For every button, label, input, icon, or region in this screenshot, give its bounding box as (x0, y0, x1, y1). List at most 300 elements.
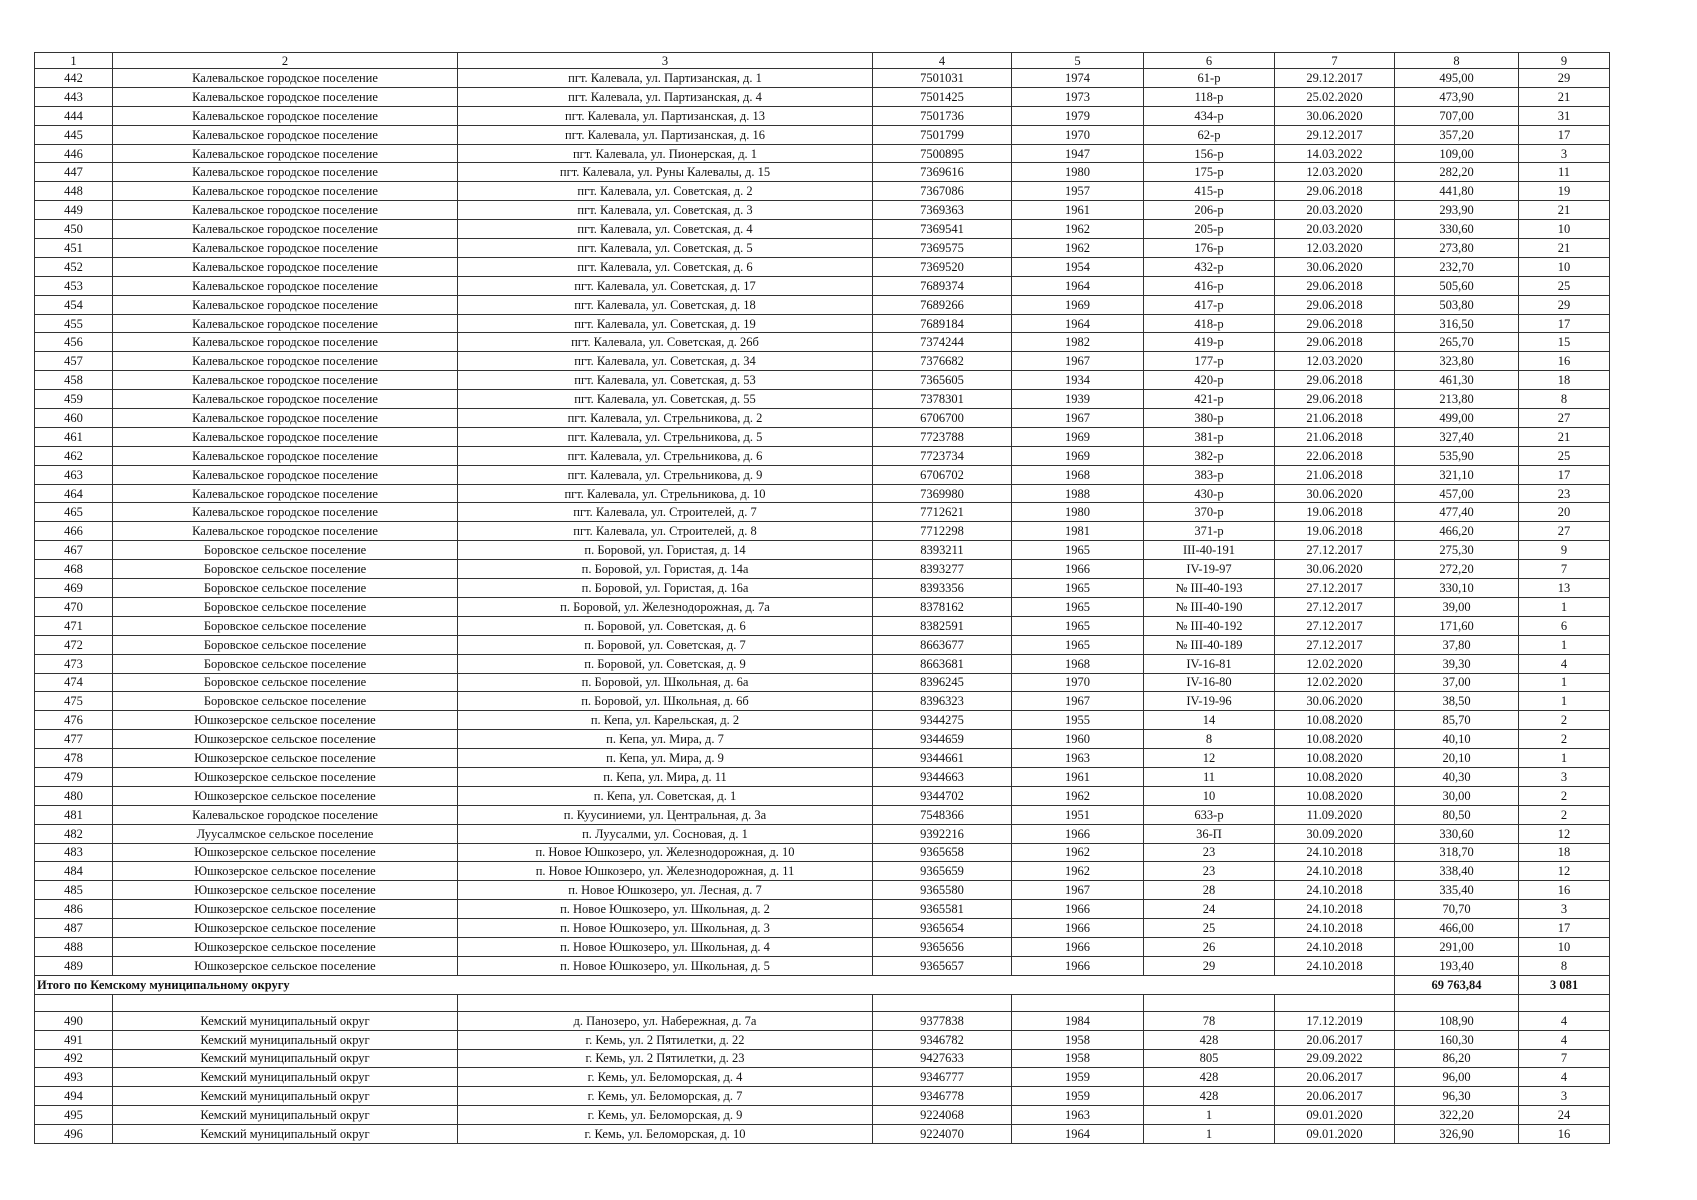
col-year: 1963 (1012, 1106, 1144, 1125)
col-settlement: Юшкозерское сельское поселение (113, 843, 458, 862)
col-area: 477,40 (1395, 503, 1519, 522)
col-area: 327,40 (1395, 427, 1519, 446)
col-date: 10.08.2020 (1275, 730, 1395, 749)
col-settlement: Кемский муниципальный округ (113, 1011, 458, 1030)
col-number: 468 (35, 560, 113, 579)
col-date: 29.06.2018 (1275, 333, 1395, 352)
col-residents: 27 (1519, 522, 1610, 541)
col-year: 1939 (1012, 390, 1144, 409)
col-doc-number: 78 (1144, 1011, 1275, 1030)
col-year: 1959 (1012, 1087, 1144, 1106)
table-row (35, 673, 1610, 692)
col-code: 7723734 (873, 446, 1012, 465)
col-residents: 2 (1519, 711, 1610, 730)
col-area: 503,80 (1395, 295, 1519, 314)
col-code: 7369541 (873, 220, 1012, 239)
col-code: 9365658 (873, 843, 1012, 862)
col-settlement: Калевальское городское поселение (113, 182, 458, 201)
table-row (35, 295, 1610, 314)
col-settlement: Калевальское городское поселение (113, 446, 458, 465)
column-number-4: 4 (873, 53, 1012, 69)
col-number: 494 (35, 1087, 113, 1106)
col-code: 9377838 (873, 1011, 1012, 1030)
table-row (35, 1011, 1610, 1030)
col-residents: 25 (1519, 276, 1610, 295)
col-area: 707,00 (1395, 106, 1519, 125)
col-doc-number: 36-П (1144, 824, 1275, 843)
col-doc-number: 62-р (1144, 125, 1275, 144)
col-date: 20.06.2017 (1275, 1087, 1395, 1106)
col-residents: 10 (1519, 220, 1610, 239)
col-doc-number: 380-р (1144, 409, 1275, 428)
col-number: 455 (35, 314, 113, 333)
col-year: 1958 (1012, 1049, 1144, 1068)
col-doc-number: 206-р (1144, 201, 1275, 220)
col-date: 24.10.2018 (1275, 862, 1395, 881)
col-address: пгт. Калевала, ул. Советская, д. 3 (458, 201, 873, 220)
col-doc-number: 24 (1144, 900, 1275, 919)
col-code: 9346778 (873, 1087, 1012, 1106)
table-row (35, 182, 1610, 201)
col-area: 39,30 (1395, 654, 1519, 673)
col-settlement: Кемский муниципальный округ (113, 1087, 458, 1106)
col-settlement: Калевальское городское поселение (113, 87, 458, 106)
col-number: 460 (35, 409, 113, 428)
col-year: 1963 (1012, 749, 1144, 768)
col-area: 160,30 (1395, 1030, 1519, 1049)
col-year: 1964 (1012, 1125, 1144, 1144)
table-row (35, 711, 1610, 730)
col-code: 7689266 (873, 295, 1012, 314)
col-year: 1970 (1012, 125, 1144, 144)
col-residents: 9 (1519, 541, 1610, 560)
col-code: 8393277 (873, 560, 1012, 579)
col-code: 7378301 (873, 390, 1012, 409)
col-number: 471 (35, 616, 113, 635)
col-number: 466 (35, 522, 113, 541)
col-code: 9344663 (873, 767, 1012, 786)
col-number: 484 (35, 862, 113, 881)
col-area: 37,00 (1395, 673, 1519, 692)
table-row (35, 786, 1610, 805)
col-doc-number: IV-19-97 (1144, 560, 1275, 579)
col-year: 1960 (1012, 730, 1144, 749)
col-number: 451 (35, 239, 113, 258)
col-settlement: Боровское сельское поселение (113, 673, 458, 692)
col-address: пгт. Калевала, ул. Советская, д. 53 (458, 371, 873, 390)
col-residents: 15 (1519, 333, 1610, 352)
col-date: 27.12.2017 (1275, 579, 1395, 598)
col-area: 293,90 (1395, 201, 1519, 220)
col-area: 318,70 (1395, 843, 1519, 862)
col-address: пгт. Калевала, ул. Стрельникова, д. 5 (458, 427, 873, 446)
col-code: 7501736 (873, 106, 1012, 125)
col-date: 29.06.2018 (1275, 182, 1395, 201)
col-date: 30.06.2020 (1275, 484, 1395, 503)
total-count: 3 081 (1519, 975, 1610, 994)
col-residents: 3 (1519, 767, 1610, 786)
col-date: 29.06.2018 (1275, 371, 1395, 390)
col-code: 8396245 (873, 673, 1012, 692)
col-address: пгт. Калевала, ул. Партизанская, д. 4 (458, 87, 873, 106)
table-row (35, 427, 1610, 446)
col-number: 456 (35, 333, 113, 352)
col-doc-number: 25 (1144, 919, 1275, 938)
col-area: 96,00 (1395, 1068, 1519, 1087)
col-doc-number: 418-р (1144, 314, 1275, 333)
col-date: 22.06.2018 (1275, 446, 1395, 465)
col-residents: 16 (1519, 352, 1610, 371)
col-area: 171,60 (1395, 616, 1519, 635)
col-year: 1961 (1012, 201, 1144, 220)
col-number: 444 (35, 106, 113, 125)
col-area: 357,20 (1395, 125, 1519, 144)
col-year: 1967 (1012, 881, 1144, 900)
col-year: 1967 (1012, 352, 1144, 371)
col-settlement: Юшкозерское сельское поселение (113, 786, 458, 805)
col-date: 19.06.2018 (1275, 503, 1395, 522)
col-year: 1969 (1012, 446, 1144, 465)
col-number: 457 (35, 352, 113, 371)
table-row (35, 937, 1610, 956)
col-address: п. Куусиниеми, ул. Центральная, д. 3а (458, 805, 873, 824)
table-row (35, 1106, 1610, 1125)
col-code: 9344661 (873, 749, 1012, 768)
col-doc-number: 177-р (1144, 352, 1275, 371)
col-area: 30,00 (1395, 786, 1519, 805)
col-area: 466,00 (1395, 919, 1519, 938)
table-row (35, 484, 1610, 503)
col-year: 1961 (1012, 767, 1144, 786)
col-code: 9344702 (873, 786, 1012, 805)
col-address: пгт. Калевала, ул. Советская, д. 34 (458, 352, 873, 371)
column-number-9: 9 (1519, 53, 1610, 69)
table-row (35, 805, 1610, 824)
col-area: 275,30 (1395, 541, 1519, 560)
col-residents: 12 (1519, 824, 1610, 843)
col-year: 1934 (1012, 371, 1144, 390)
col-date: 25.02.2020 (1275, 87, 1395, 106)
col-number: 446 (35, 144, 113, 163)
col-doc-number: IV-19-96 (1144, 692, 1275, 711)
col-date: 12.03.2020 (1275, 239, 1395, 258)
col-number: 496 (35, 1125, 113, 1144)
col-year: 1981 (1012, 522, 1144, 541)
col-code: 7548366 (873, 805, 1012, 824)
column-number-1: 1 (35, 53, 113, 69)
col-address: п. Новое Юшкозеро, ул. Лесная, д. 7 (458, 881, 873, 900)
col-code: 9427633 (873, 1049, 1012, 1068)
spacer-cell (1395, 994, 1519, 1011)
col-code: 7712621 (873, 503, 1012, 522)
col-address: пгт. Калевала, ул. Советская, д. 18 (458, 295, 873, 314)
col-code: 9344275 (873, 711, 1012, 730)
table-row (35, 824, 1610, 843)
total-label: Итого по Кемскому муниципальному округу (35, 975, 1395, 994)
col-code: 9224070 (873, 1125, 1012, 1144)
col-number: 447 (35, 163, 113, 182)
col-date: 29.09.2022 (1275, 1049, 1395, 1068)
col-year: 1965 (1012, 616, 1144, 635)
col-number: 485 (35, 881, 113, 900)
col-date: 24.10.2018 (1275, 881, 1395, 900)
col-settlement: Юшкозерское сельское поселение (113, 900, 458, 919)
col-address: пгт. Калевала, ул. Стрельникова, д. 9 (458, 465, 873, 484)
col-residents: 8 (1519, 956, 1610, 975)
table-row (35, 314, 1610, 333)
table-row (35, 257, 1610, 276)
col-address: п. Боровой, ул. Советская, д. 7 (458, 635, 873, 654)
col-settlement: Калевальское городское поселение (113, 257, 458, 276)
col-settlement: Калевальское городское поселение (113, 484, 458, 503)
col-number: 486 (35, 900, 113, 919)
col-address: г. Кемь, ул. 2 Пятилетки, д. 23 (458, 1049, 873, 1068)
col-doc-number: 383-р (1144, 465, 1275, 484)
table-row (35, 749, 1610, 768)
col-residents: 10 (1519, 257, 1610, 276)
col-area: 291,00 (1395, 937, 1519, 956)
col-settlement: Юшкозерское сельское поселение (113, 730, 458, 749)
table-row (35, 843, 1610, 862)
col-year: 1951 (1012, 805, 1144, 824)
col-residents: 24 (1519, 1106, 1610, 1125)
column-number-2: 2 (113, 53, 458, 69)
col-number: 453 (35, 276, 113, 295)
housing-registry-table (34, 52, 1610, 1144)
col-address: пгт. Калевала, ул. Советская, д. 5 (458, 239, 873, 258)
col-settlement: Калевальское городское поселение (113, 427, 458, 446)
col-doc-number: № III-40-190 (1144, 597, 1275, 616)
col-year: 1969 (1012, 295, 1144, 314)
col-address: пгт. Калевала, ул. Руны Калевалы, д. 15 (458, 163, 873, 182)
col-doc-number: IV-16-81 (1144, 654, 1275, 673)
col-area: 40,30 (1395, 767, 1519, 786)
spacer-cell (1519, 994, 1610, 1011)
col-date: 19.06.2018 (1275, 522, 1395, 541)
col-residents: 11 (1519, 163, 1610, 182)
col-doc-number: 12 (1144, 749, 1275, 768)
col-date: 27.12.2017 (1275, 541, 1395, 560)
col-area: 323,80 (1395, 352, 1519, 371)
col-number: 464 (35, 484, 113, 503)
col-residents: 3 (1519, 900, 1610, 919)
total-row (35, 975, 1610, 994)
table-row (35, 333, 1610, 352)
col-residents: 23 (1519, 484, 1610, 503)
col-residents: 7 (1519, 560, 1610, 579)
col-number: 489 (35, 956, 113, 975)
col-code: 9392216 (873, 824, 1012, 843)
col-doc-number: 26 (1144, 937, 1275, 956)
col-doc-number: № III-40-192 (1144, 616, 1275, 635)
col-area: 322,20 (1395, 1106, 1519, 1125)
col-date: 30.06.2020 (1275, 560, 1395, 579)
col-settlement: Юшкозерское сельское поселение (113, 711, 458, 730)
col-number: 482 (35, 824, 113, 843)
col-year: 1980 (1012, 163, 1144, 182)
col-address: п. Боровой, ул. Школьная, д. 6б (458, 692, 873, 711)
col-doc-number: 428 (1144, 1030, 1275, 1049)
col-doc-number: 419-р (1144, 333, 1275, 352)
col-date: 20.06.2017 (1275, 1030, 1395, 1049)
col-area: 321,10 (1395, 465, 1519, 484)
col-settlement: Кемский муниципальный округ (113, 1125, 458, 1144)
spacer-cell (458, 994, 873, 1011)
col-year: 1964 (1012, 314, 1144, 333)
col-year: 1954 (1012, 257, 1144, 276)
col-number: 449 (35, 201, 113, 220)
col-residents: 21 (1519, 87, 1610, 106)
col-number: 480 (35, 786, 113, 805)
col-address: пгт. Калевала, ул. Партизанская, д. 13 (458, 106, 873, 125)
col-code: 8663677 (873, 635, 1012, 654)
col-area: 39,00 (1395, 597, 1519, 616)
col-code: 7501425 (873, 87, 1012, 106)
col-address: п. Новое Юшкозеро, ул. Школьная, д. 5 (458, 956, 873, 975)
col-code: 9346782 (873, 1030, 1012, 1049)
col-doc-number: 14 (1144, 711, 1275, 730)
column-number-7: 7 (1275, 53, 1395, 69)
col-year: 1967 (1012, 692, 1144, 711)
col-date: 24.10.2018 (1275, 919, 1395, 938)
table-row (35, 862, 1610, 881)
column-number-header (35, 53, 1610, 69)
col-area: 457,00 (1395, 484, 1519, 503)
col-code: 7367086 (873, 182, 1012, 201)
col-residents: 19 (1519, 182, 1610, 201)
col-address: п. Новое Юшкозеро, ул. Школьная, д. 3 (458, 919, 873, 938)
col-year: 1984 (1012, 1011, 1144, 1030)
col-area: 265,70 (1395, 333, 1519, 352)
col-doc-number: 23 (1144, 862, 1275, 881)
col-date: 27.12.2017 (1275, 597, 1395, 616)
col-settlement: Калевальское городское поселение (113, 390, 458, 409)
col-date: 29.12.2017 (1275, 125, 1395, 144)
col-doc-number: 28 (1144, 881, 1275, 900)
col-doc-number: 417-р (1144, 295, 1275, 314)
col-year: 1966 (1012, 937, 1144, 956)
col-doc-number: 371-р (1144, 522, 1275, 541)
table-row (35, 220, 1610, 239)
col-address: п. Боровой, ул. Школьная, д. 6а (458, 673, 873, 692)
col-residents: 10 (1519, 937, 1610, 956)
col-date: 29.06.2018 (1275, 276, 1395, 295)
spacer-cell (873, 994, 1012, 1011)
col-code: 7369575 (873, 239, 1012, 258)
col-doc-number: 118-р (1144, 87, 1275, 106)
col-date: 27.12.2017 (1275, 616, 1395, 635)
col-number: 470 (35, 597, 113, 616)
col-area: 282,20 (1395, 163, 1519, 182)
col-residents: 21 (1519, 201, 1610, 220)
col-number: 469 (35, 579, 113, 598)
col-number: 473 (35, 654, 113, 673)
col-doc-number: 633-р (1144, 805, 1275, 824)
col-date: 10.08.2020 (1275, 786, 1395, 805)
col-date: 14.03.2022 (1275, 144, 1395, 163)
col-area: 473,90 (1395, 87, 1519, 106)
col-address: п. Боровой, ул. Железнодорожная, д. 7а (458, 597, 873, 616)
col-doc-number: 29 (1144, 956, 1275, 975)
col-doc-number: 1 (1144, 1125, 1275, 1144)
table-row (35, 465, 1610, 484)
col-residents: 17 (1519, 314, 1610, 333)
table-row (35, 597, 1610, 616)
col-number: 459 (35, 390, 113, 409)
col-code: 7376682 (873, 352, 1012, 371)
col-code: 7365605 (873, 371, 1012, 390)
table-row (35, 692, 1610, 711)
col-year: 1962 (1012, 862, 1144, 881)
col-doc-number: IV-16-80 (1144, 673, 1275, 692)
table-row (35, 730, 1610, 749)
col-date: 17.12.2019 (1275, 1011, 1395, 1030)
col-code: 9365580 (873, 881, 1012, 900)
col-year: 1965 (1012, 579, 1144, 598)
col-settlement: Боровское сельское поселение (113, 560, 458, 579)
table-row (35, 69, 1610, 88)
col-residents: 17 (1519, 125, 1610, 144)
col-address: п. Кепа, ул. Мира, д. 11 (458, 767, 873, 786)
col-number: 465 (35, 503, 113, 522)
col-residents: 4 (1519, 1068, 1610, 1087)
col-number: 448 (35, 182, 113, 201)
col-address: пгт. Калевала, ул. Советская, д. 26б (458, 333, 873, 352)
col-number: 488 (35, 937, 113, 956)
col-settlement: Калевальское городское поселение (113, 144, 458, 163)
col-number: 493 (35, 1068, 113, 1087)
col-settlement: Боровское сельское поселение (113, 597, 458, 616)
col-settlement: Боровское сельское поселение (113, 654, 458, 673)
col-residents: 12 (1519, 862, 1610, 881)
col-date: 29.06.2018 (1275, 390, 1395, 409)
col-address: пгт. Калевала, ул. Советская, д. 19 (458, 314, 873, 333)
col-settlement: Калевальское городское поселение (113, 220, 458, 239)
col-settlement: Калевальское городское поселение (113, 125, 458, 144)
col-settlement: Луусалмское сельское поселение (113, 824, 458, 843)
col-area: 466,20 (1395, 522, 1519, 541)
col-doc-number: 61-р (1144, 69, 1275, 88)
col-area: 535,90 (1395, 446, 1519, 465)
col-settlement: Кемский муниципальный округ (113, 1068, 458, 1087)
column-number-5: 5 (1012, 53, 1144, 69)
col-doc-number: 1 (1144, 1106, 1275, 1125)
col-address: п. Боровой, ул. Советская, д. 6 (458, 616, 873, 635)
col-code: 6706702 (873, 465, 1012, 484)
col-date: 11.09.2020 (1275, 805, 1395, 824)
col-residents: 25 (1519, 446, 1610, 465)
col-area: 330,10 (1395, 579, 1519, 598)
col-code: 7712298 (873, 522, 1012, 541)
col-code: 9344659 (873, 730, 1012, 749)
table-row (35, 276, 1610, 295)
col-code: 9365659 (873, 862, 1012, 881)
col-year: 1966 (1012, 956, 1144, 975)
col-address: г. Кемь, ул. Беломорская, д. 7 (458, 1087, 873, 1106)
col-year: 1965 (1012, 541, 1144, 560)
col-code: 7689184 (873, 314, 1012, 333)
col-residents: 31 (1519, 106, 1610, 125)
col-residents: 4 (1519, 654, 1610, 673)
col-number: 442 (35, 69, 113, 88)
table-row (35, 106, 1610, 125)
col-address: п. Новое Юшкозеро, ул. Железнодорожная, д. 11 (458, 862, 873, 881)
col-year: 1962 (1012, 843, 1144, 862)
col-settlement: Калевальское городское поселение (113, 239, 458, 258)
col-settlement: Калевальское городское поселение (113, 106, 458, 125)
col-date: 24.10.2018 (1275, 956, 1395, 975)
col-number: 450 (35, 220, 113, 239)
